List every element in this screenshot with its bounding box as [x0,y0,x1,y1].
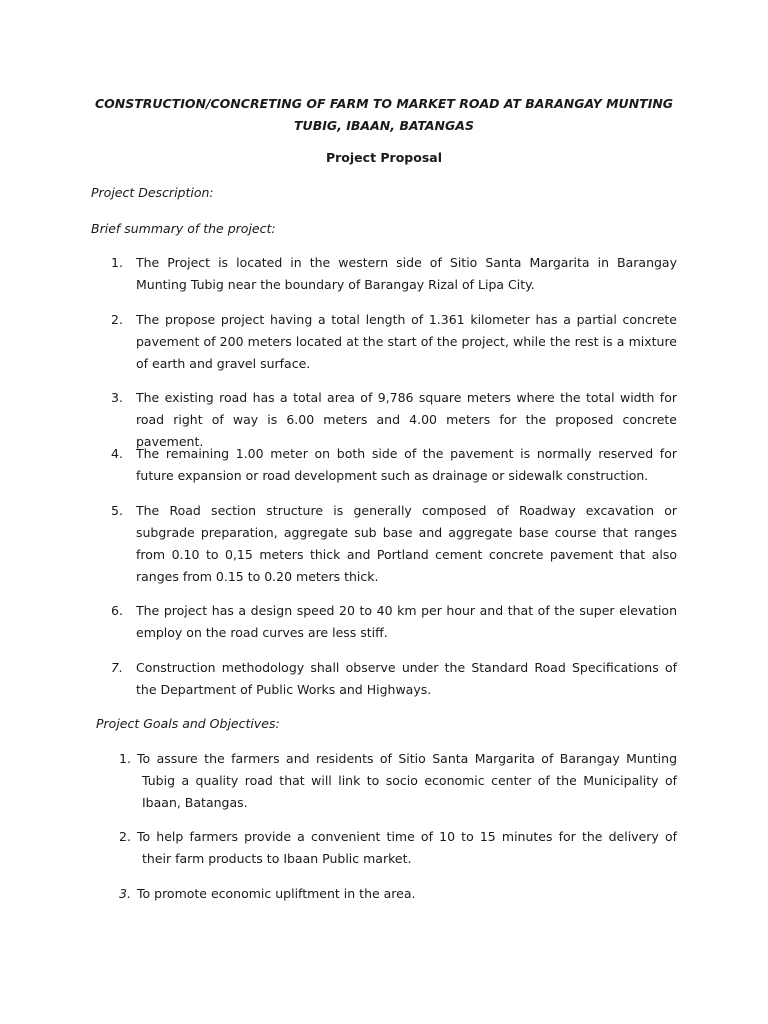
project-description-heading: Project Description: [91,185,214,200]
summary-heading: Brief summary of the project: [91,221,276,236]
document-subtitle: Project Proposal [325,150,443,165]
summary-item [111,500,677,588]
item-number: 4. [111,446,123,461]
item-number: 2. [111,312,123,327]
item-number: 5. [111,503,123,518]
item-text: The project has a design speed 20 to 40 km per hour and that of the super elevation employ on the road curves are less stiff. [136,603,677,640]
item-text: The remaining 1.00 meter on both side of the pavement is normally reserved for future expansion or road development such as drainage or sidewalk construction. [136,446,677,483]
goal-number: 2. [119,829,131,844]
item-text: Construction methodology shall observe under the Standard Road Specifications of the Department of Public Works and Highways. [136,660,677,697]
item-text: The propose project having a total length of 1.361 kilometer has a partial concrete pavement of 200 meters located at the start of the project, while the rest is a mixture of earth and gravel surface. [136,312,677,371]
goal-text: To promote economic upliftment in the area. [137,886,416,901]
item-number: 1. [111,255,123,270]
document-title: CONSTRUCTION/CONCRETING OF FARM TO MARKET ROAD AT BARANGAY MUNTING TUBIG, IBAAN, BATANGAS [94,96,674,133]
summary-item [111,309,677,375]
item-number: 6. [111,603,123,618]
item-text: The Project is located in the western side of Sitio Santa Margarita in Barangay Munting Tubig near the boundary of Barangay Rizal of Lipa City. [136,255,677,292]
item-text: The existing road has a total area of 9,786 square meters where the total width for road right of way is 6.00 meters and 4.00 meters for the proposed concrete pavement. [136,390,677,449]
summary-item [111,252,677,296]
item-text: The Road section structure is generally composed of Roadway excavation or subgrade preparation, aggregate sub base and aggregate base course that ranges from 0.10 to 0,15 meters thick and Portland cement concrete pavement that also ranges from 0.15 to 0.20 meters thick. [136,503,677,584]
goal-text: To help farmers provide a convenient time of 10 to 15 minutes for the delivery of their farm products to Ibaan Public market. [137,829,677,866]
goal-number: 3. [119,886,131,901]
goal-item [119,826,677,870]
summary-item [111,657,677,701]
item-number: 3. [111,390,123,405]
goal-item [119,748,677,814]
goal-text: To assure the farmers and residents of Sitio Santa Margarita of Barangay Munting Tubig a quality road that will link to socio economic center of the Municipality of Ibaan, Batangas. [137,751,677,810]
goals-heading: Project Goals and Objectives: [96,716,280,731]
goal-item [119,883,677,905]
summary-item [111,443,677,487]
summary-item [111,600,677,644]
item-number: 7. [111,660,123,675]
goal-number: 1. [119,751,131,766]
